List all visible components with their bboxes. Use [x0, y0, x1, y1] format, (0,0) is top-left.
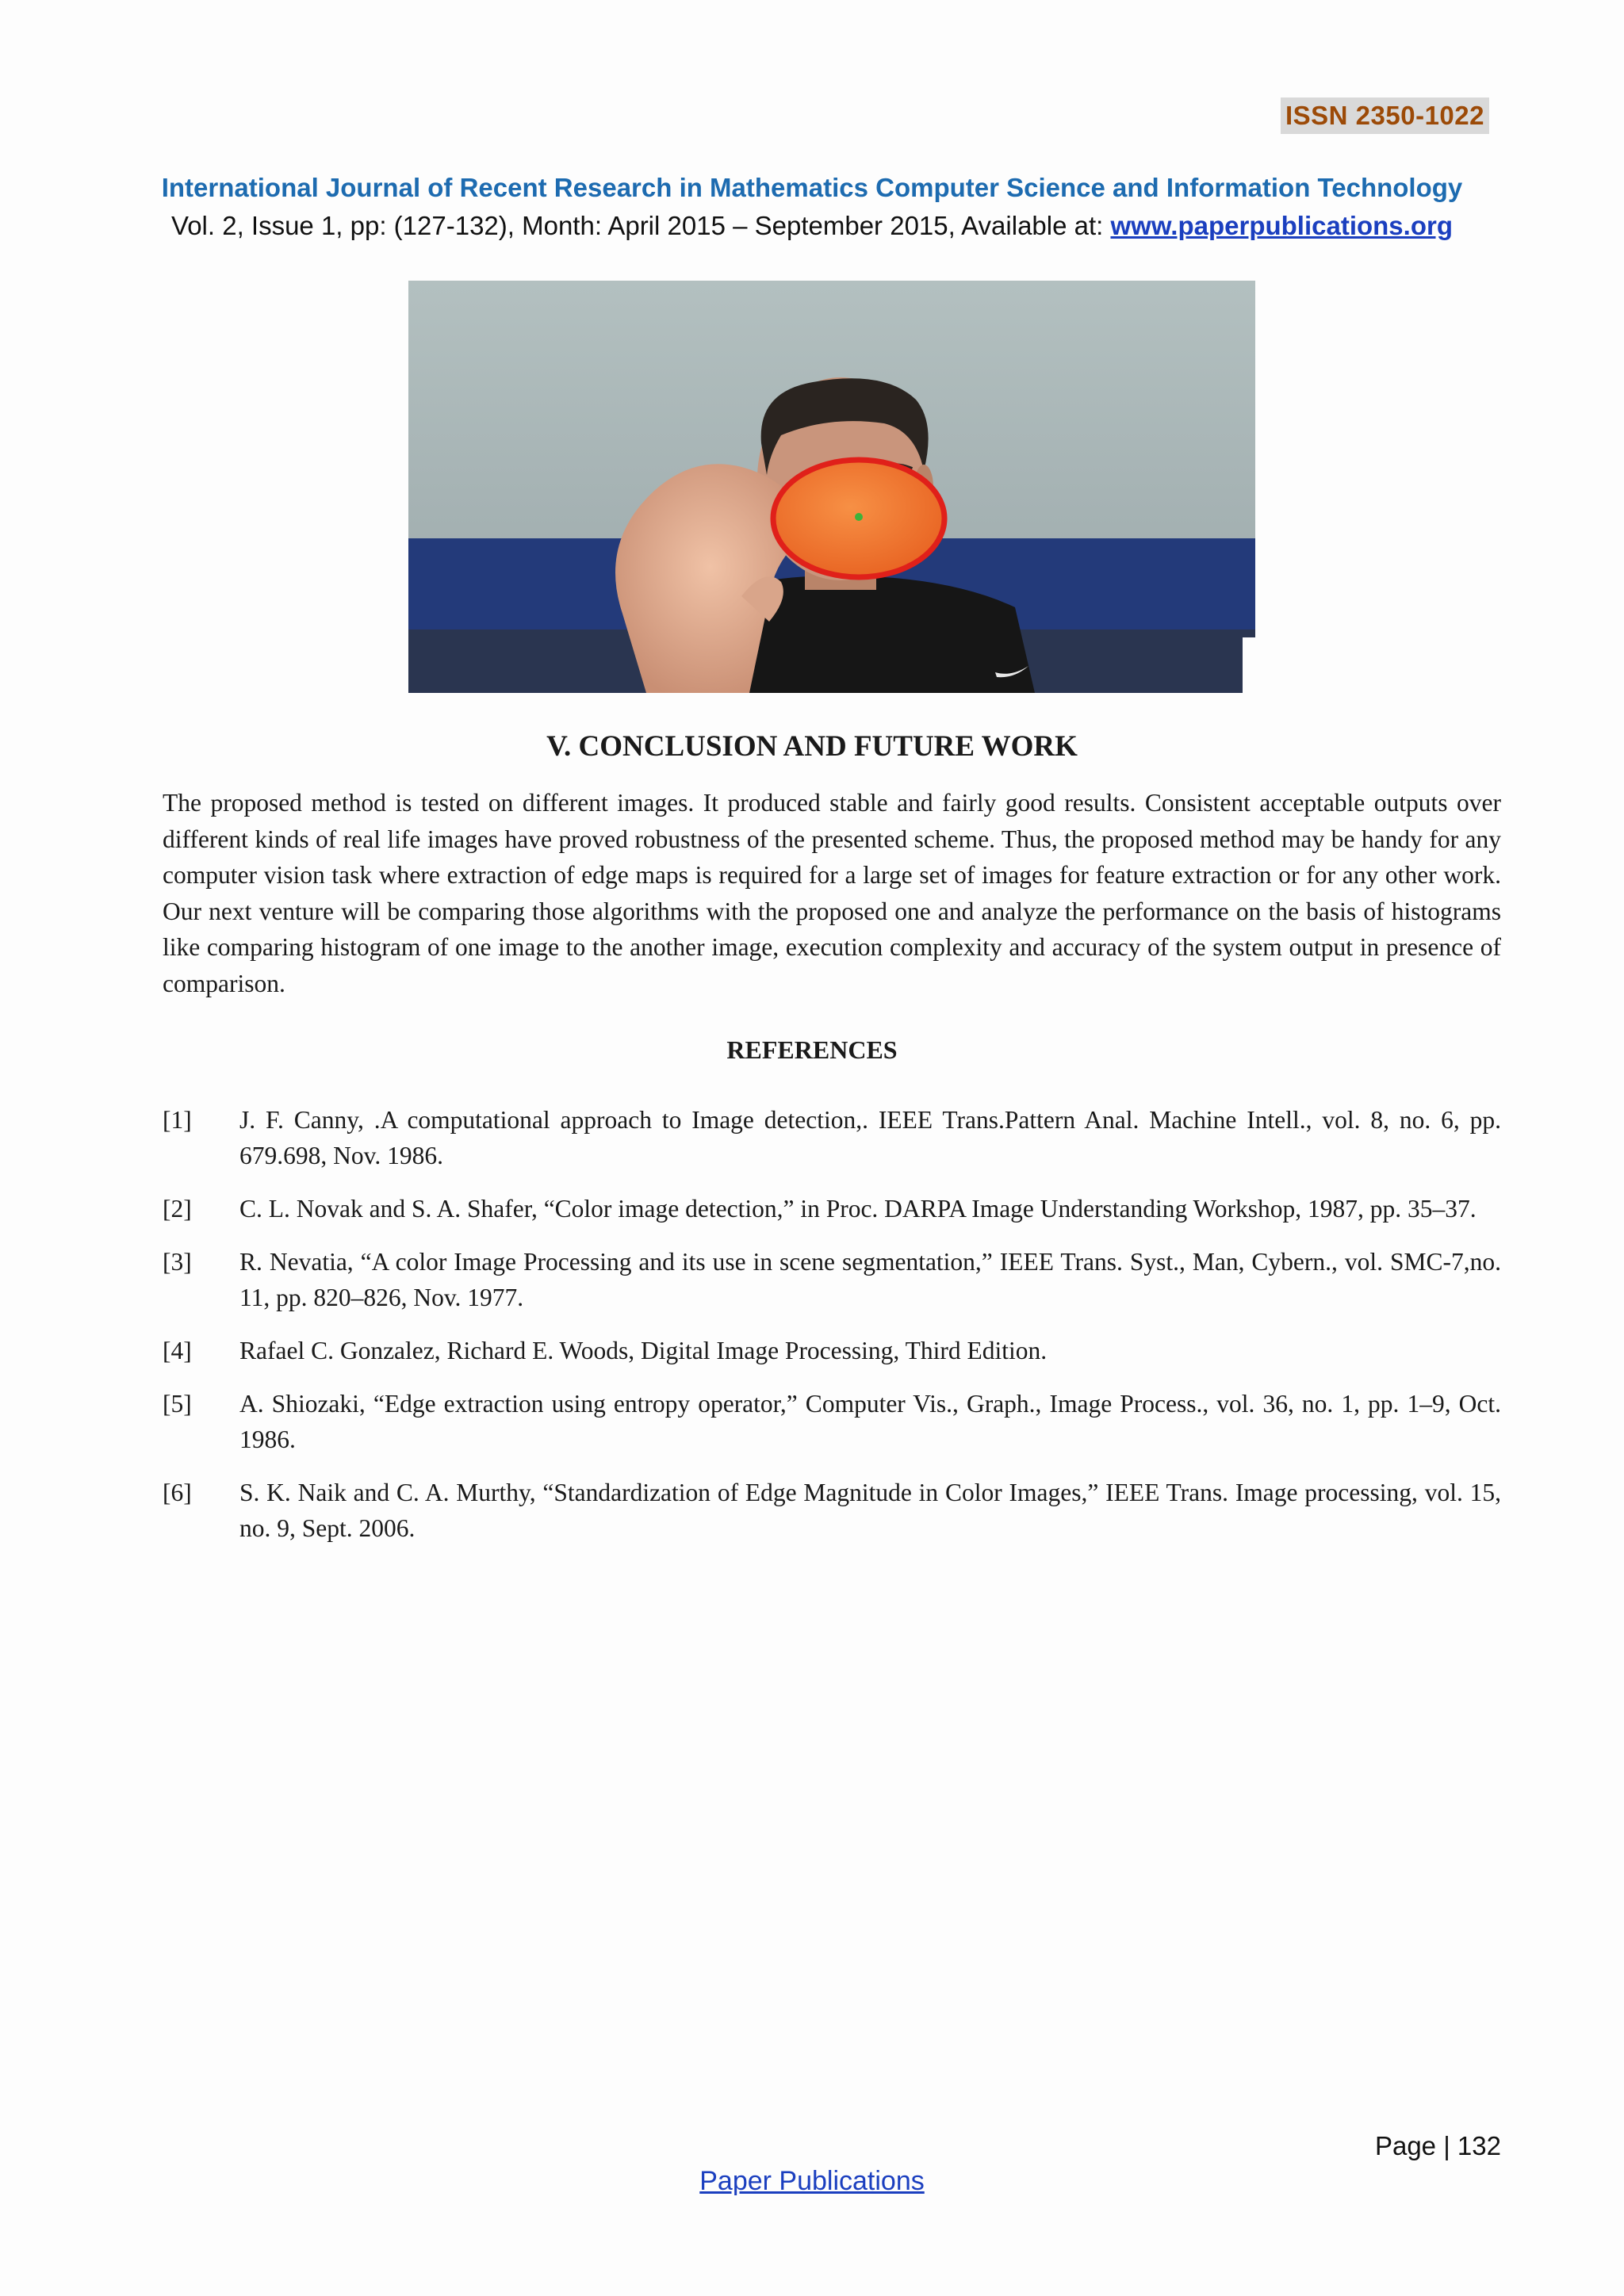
reference-number: [1] — [163, 1106, 192, 1134]
volume-info: Vol. 2, Issue 1, pp: (127-132), Month: April 2015 – September 2015, Available at: — [171, 211, 1111, 240]
website-link[interactable]: www.paperpublications.org — [1110, 211, 1453, 240]
reference-text: C. L. Novak and S. A. Shafer, “Color image detection,” in Proc. DARPA Image Understanding Workshop, 1987, pp. 35–37. — [239, 1195, 1477, 1223]
reference-number: [6] — [163, 1479, 192, 1506]
reference-number: [2] — [163, 1195, 192, 1223]
publisher-link[interactable]: Paper Publications — [699, 2166, 925, 2196]
journal-title: International Journal of Recent Research in Mathematics Computer Science and Information Technology — [161, 173, 1463, 202]
center-marker — [855, 513, 863, 521]
reference-item — [163, 1475, 1501, 1546]
page-number: Page | 132 — [1374, 2131, 1501, 2160]
figure-webcam-photo — [408, 281, 1255, 693]
volume-line — [0, 211, 1624, 241]
reference-list — [163, 1102, 1501, 1563]
reference-text: R. Nevatia, “A color Image Processing and its use in scene segmentation,” IEEE Trans. Syst., Man, Cybern., vol. SMC-7,no. 11, pp. 820–826, Nov. 1977. — [239, 1248, 1501, 1311]
reference-number: [5] — [163, 1390, 192, 1418]
references-heading: REFERENCES — [726, 1035, 898, 1064]
section-heading: V. CONCLUSION AND FUTURE WORK — [546, 730, 1078, 763]
reference-text: J. F. Canny, .A computational approach to Image detection,. IEEE Trans.Pattern Anal. Machine Intell., vol. 8, no. 6, pp. 679.698, Nov. 1986. — [239, 1106, 1501, 1169]
conclusion-paragraph: The proposed method is tested on different images. It produced stable and fairly good results. Consistent acceptable outputs over different kinds of real life images have proved robustness of the presented scheme. Thus, the proposed method may be handy for any computer vision task where extraction of edge maps is required for a large set of images for feature extraction or for any other work. Our next venture will be comparing those algorithms with the proposed one and analyze the performance on the basis of histograms like comparing histogram of one image to the another image, execution complexity and accuracy of the system output in presence of comparison. — [163, 789, 1501, 997]
figure-image — [408, 281, 1255, 693]
reference-item — [163, 1102, 1501, 1173]
reference-text: Rafael C. Gonzalez, Richard E. Woods, Digital Image Processing, Third Edition. — [239, 1337, 1048, 1364]
footer — [0, 2166, 1624, 2197]
reference-text: S. K. Naik and C. A. Murthy, “Standardization of Edge Magnitude in Color Images,” IEEE Trans. Image processing, vol. 15, no. 9, Sept. 2006. — [239, 1479, 1501, 1542]
reference-number: [4] — [163, 1337, 192, 1364]
photo-right-edge — [1243, 637, 1255, 693]
reference-text: A. Shiozaki, “Edge extraction using entropy operator,” Computer Vis., Graph., Image Process., vol. 36, no. 1, pp. 1–9, Oct. 1986. — [239, 1390, 1501, 1453]
reference-number: [3] — [163, 1248, 192, 1276]
reference-item — [163, 1191, 1501, 1226]
reference-item — [163, 1244, 1501, 1315]
issn-badge: ISSN 2350-1022 — [1281, 98, 1489, 134]
reference-item — [163, 1386, 1501, 1457]
reference-item — [163, 1333, 1501, 1368]
